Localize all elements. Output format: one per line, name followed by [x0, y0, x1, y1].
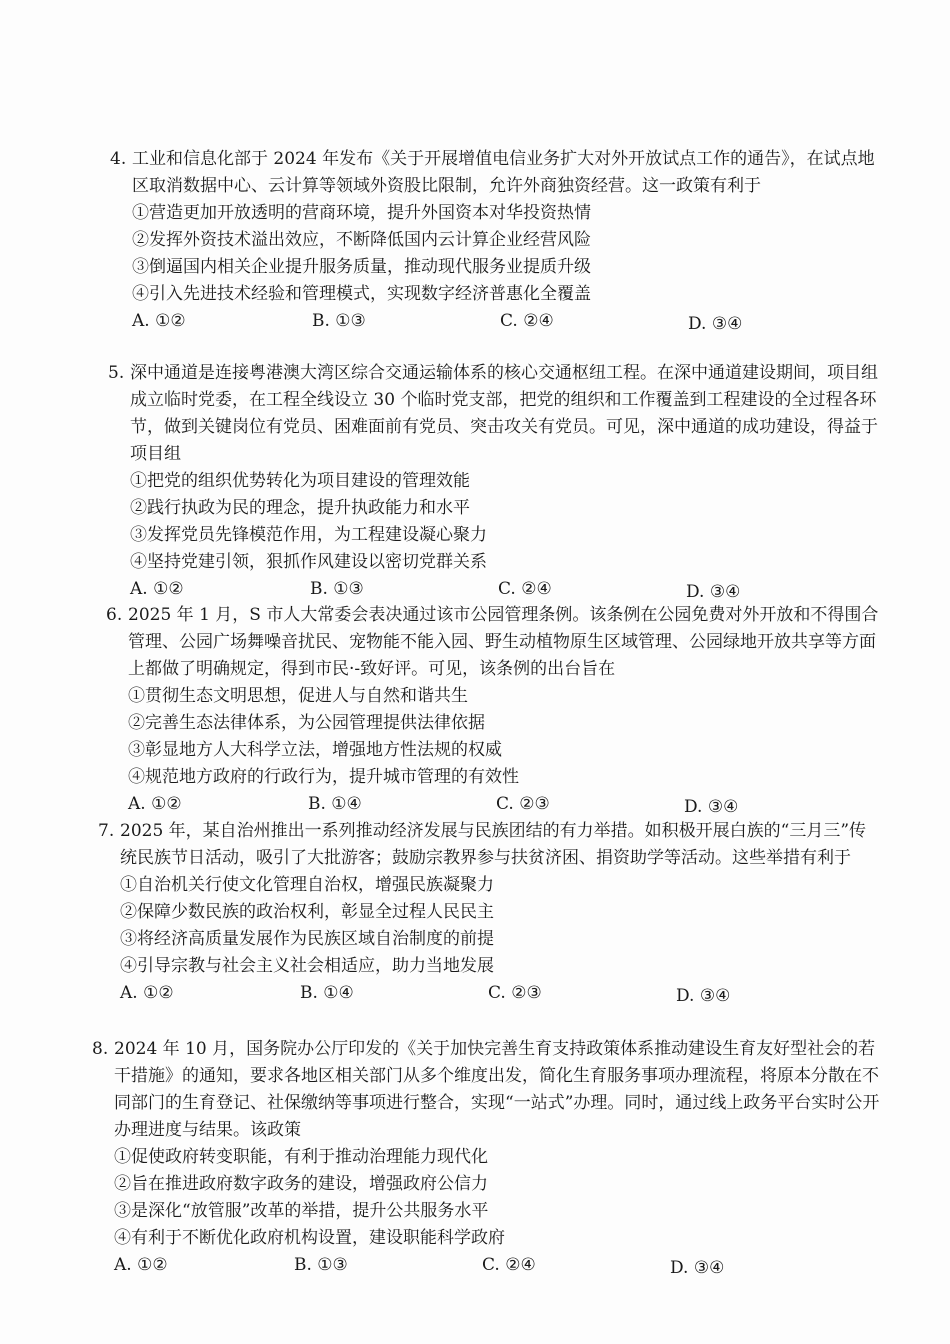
question-number: 8.	[92, 1039, 109, 1059]
option-3: ③将经济高质量发展作为民族区域自治制度的前提	[120, 929, 494, 949]
choice-d: D. ③④	[688, 314, 743, 334]
answer-choices	[130, 576, 880, 603]
choice-a: A. ①②	[132, 311, 186, 331]
choice-c: C. ②③	[488, 983, 542, 1003]
option-2: ②践行执政为民的理念，提升执政能力和水平	[130, 498, 470, 518]
choice-a: A. ①②	[128, 794, 182, 814]
question-6	[106, 602, 880, 818]
question-stem	[98, 818, 880, 872]
question-8	[92, 1036, 880, 1279]
choice-b: B. ①③	[294, 1255, 348, 1275]
question-number: 6.	[106, 605, 123, 625]
option-2: ②完善生态法律体系，为公园管理提供法律依据	[128, 713, 485, 733]
choice-a: A. ①②	[130, 579, 184, 599]
answer-choices	[132, 308, 880, 335]
choice-b: B. ①③	[312, 311, 366, 331]
option-3: ③发挥党员先锋模范作用，为工程建设凝心聚力	[130, 525, 487, 545]
question-number: 5.	[108, 363, 125, 383]
choice-d: D. ③④	[686, 582, 741, 602]
choice-c: C. ②④	[500, 311, 554, 331]
question-text: 工业和信息化部于 2024 年发布《关于开展增值电信业务扩大对外开放试点工作的通告》，在试点地区取消数据中心、云计算等领域外资股比限制，允许外商独资经营。这一政策有利于	[132, 149, 875, 196]
option-1: ①促使政府转变职能，有利于推动治理能力现代化	[114, 1147, 488, 1167]
option-1: ①贯彻生态文明思想，促进人与自然和谐共生	[128, 686, 468, 706]
option-1: ①自治机关行使文化管理自治权，增强民族凝聚力	[120, 875, 494, 895]
question-text: 深中通道是连接粤港澳大湾区综合交通运输体系的核心交通枢纽工程。在深中通道建设期间，项目组成立临时党委，在工程全线设立 30 个临时党支部，把党的组织和工作覆盖到工程建设的全过程各环节，做到关键岗位有党员、困难面前有党员、突击攻关有党员。可见，深中通道的成功建设，得益于项目组	[130, 363, 878, 464]
answer-choices	[128, 791, 880, 818]
choice-a: A. ①②	[120, 983, 174, 1003]
question-5	[108, 360, 880, 603]
choice-b: B. ①③	[310, 579, 364, 599]
answer-choices	[114, 1252, 880, 1279]
choice-c: C. ②③	[496, 794, 550, 814]
option-3: ③是深化“放管服”改革的举措，提升公共服务水平	[114, 1201, 489, 1221]
choice-d: D. ③④	[684, 797, 739, 817]
choice-c: C. ②④	[498, 579, 552, 599]
choice-b: B. ①④	[308, 794, 362, 814]
question-stem	[110, 146, 880, 200]
option-2: ②旨在推进政府数字政务的建设，增强政府公信力	[114, 1174, 488, 1194]
choice-d: D. ③④	[676, 986, 731, 1006]
question-text: 2024 年 10 月，国务院办公厅印发的《关于加快完善生育支持政策体系推动建设生育友好型社会的若干措施》的通知，要求各地区相关部门从多个维度出发，简化生育服务事项办理流程，将原本分散在不同部门的生育登记、社保缴纳等事项进行整合，实现“一站式”办理。同时，通过线上政务平台实时公开办理进度与结果。该政策	[114, 1039, 880, 1140]
question-stem	[92, 1036, 880, 1144]
option-3: ③彰显地方人大科学立法，增强地方性法规的权威	[128, 740, 502, 760]
question-number: 7.	[98, 821, 115, 841]
question-text: 2025 年 1 月，S 市人大常委会表决通过该市公园管理条例。该条例在公园免费对外开放和不得围合管理、公园广场舞噪音扰民、宠物能不能入园、野生动植物原生区域管理、公园绿地开放共享等方面上都做了明确规定，得到市民·-致好评。可见，该条例的出台旨在	[128, 605, 879, 679]
question-4	[110, 146, 880, 335]
choice-c: C. ②④	[482, 1255, 536, 1275]
option-4: ④规范地方政府的行政行为，提升城市管理的有效性	[128, 767, 519, 787]
option-1: ①营造更加开放透明的营商环境，提升外国资本对华投资热情	[132, 203, 591, 223]
option-4: ④有利于不断优化政府机构设置，建设职能科学政府	[114, 1228, 505, 1248]
option-2: ②发挥外资技术溢出效应，不断降低国内云计算企业经营风险	[132, 230, 591, 250]
question-stem	[108, 360, 880, 468]
question-7	[98, 818, 880, 1007]
choice-a: A. ①②	[114, 1255, 168, 1275]
answer-choices	[120, 980, 880, 1007]
question-stem	[106, 602, 880, 683]
option-1: ①把党的组织优势转化为项目建设的管理效能	[130, 471, 470, 491]
option-2: ②保障少数民族的政治权利，彰显全过程人民民主	[120, 902, 494, 922]
question-text: 2025 年，某自治州推出一系列推动经济发展与民族团结的有力举措。如积极开展白族的“三月三”传统民族节日活动，吸引了大批游客；鼓励宗教界参与扶贫济困、捐资助学等活动。这些举措有利于	[120, 821, 867, 868]
question-number: 4.	[110, 149, 127, 169]
option-4: ④引入先进技术经验和管理模式，实现数字经济普惠化全覆盖	[132, 284, 591, 304]
choice-d: D. ③④	[670, 1258, 725, 1278]
option-3: ③倒逼国内相关企业提升服务质量，推动现代服务业提质升级	[132, 257, 591, 277]
option-4: ④坚持党建引领，狠抓作风建设以密切党群关系	[130, 552, 487, 572]
option-4: ④引导宗教与社会主义社会相适应，助力当地发展	[120, 956, 494, 976]
choice-b: B. ①④	[300, 983, 354, 1003]
